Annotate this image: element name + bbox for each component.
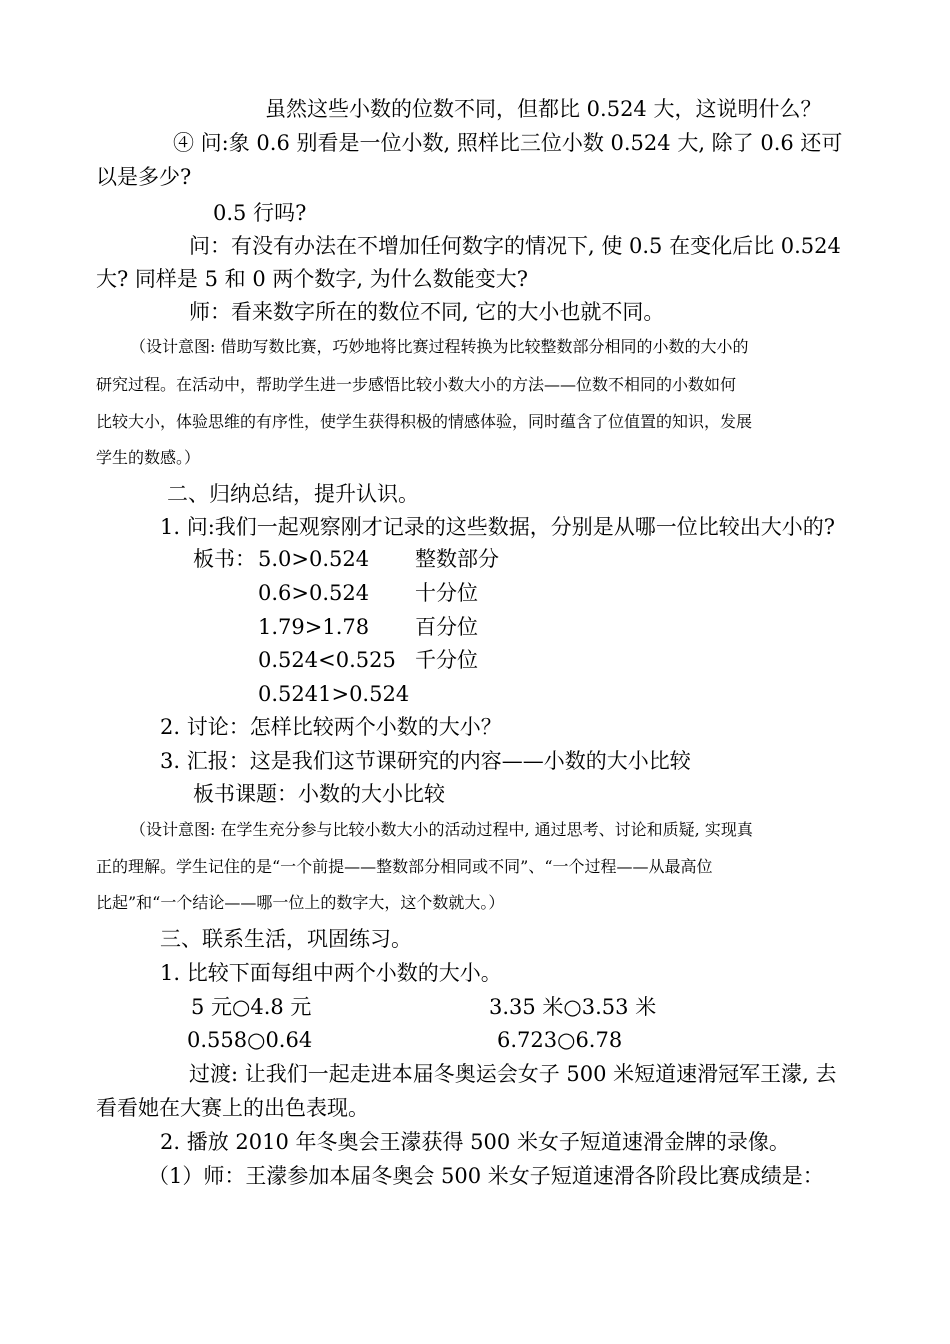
- board-expression: 0.524<0.525: [258, 648, 396, 672]
- text-line: 虽然这些小数的位数不同，但都比 0.524 大，这说明什么？: [265, 97, 822, 121]
- design-note-line: （设计意图: 借助写数比赛，巧妙地将比赛过程转换为比较整数部分相同的小数的大小的: [130, 337, 749, 356]
- text-line: 2. 播放 2010 年冬奥会王濛获得 500 米女子短道速滑金牌的录像。: [160, 1130, 790, 1154]
- text-line: 以是多少?: [96, 165, 192, 189]
- text-line: 3. 汇报：这是我们这节课研究的内容——小数的大小比较: [160, 749, 691, 773]
- text-line: ④ 问:象 0.6 别看是一位小数, 照样比三位小数 0.524 大, 除了 0.6 还可: [173, 131, 843, 155]
- text-line: 大? 同样是 5 和 0 两个数字, 为什么数能变大?: [96, 267, 528, 291]
- text-line: 0.5 行吗?: [213, 201, 307, 225]
- board-expression: 1.79>1.78: [258, 615, 370, 639]
- text-line: 过渡: 让我们一起走进本届冬奥运会女子 500 米短道速滑冠军王濛, 去: [189, 1062, 837, 1086]
- board-expression: 5.0>0.524: [258, 547, 370, 571]
- design-note-line: 正的理解。学生记住的是“一个前提——整数部分相同或不同”、“一个过程——从最高位: [96, 857, 713, 876]
- exercise-item: 3.35 米○3.53 米: [489, 995, 657, 1019]
- text-line: 2. 讨论：怎样比较两个小数的大小？: [160, 715, 502, 739]
- board-place: 千分位: [415, 648, 478, 672]
- exercise-item: 0.558○0.64: [187, 1028, 313, 1052]
- board-expression: 0.6>0.524: [258, 581, 370, 605]
- design-note-line: （设计意图: 在学生充分参与比较小数大小的活动过程中, 通过思考、讨论和质疑, 实现真: [130, 820, 753, 839]
- exercise-item: 5 元○4.8 元: [191, 995, 312, 1019]
- design-note-line: 比较大小，体验思维的有序性，使学生获得积极的情感体验，同时蕴含了位值置的知识，发展: [96, 412, 753, 431]
- board-label: 板书：: [193, 547, 256, 571]
- board-expression: 0.5241>0.524: [258, 682, 410, 706]
- text-line: 1. 比较下面每组中两个小数的大小。: [160, 961, 502, 985]
- text-line: 问：有没有办法在不增加任何数字的情况下, 使 0.5 在变化后比 0.524: [189, 234, 841, 258]
- text-line: 师：看来数字所在的数位不同, 它的大小也就不同。: [189, 300, 665, 324]
- board-place: 百分位: [415, 615, 478, 639]
- text-line: 1. 问:我们一起观察刚才记录的这些数据，分别是从哪一位比较出大小的?: [160, 515, 836, 539]
- text-line: 看看她在大赛上的出色表现。: [96, 1096, 369, 1120]
- text-line: （1）师：王濛参加本届冬奥会 500 米女子短道速滑各阶段比赛成绩是：: [148, 1164, 824, 1188]
- section-heading: 三、联系生活，巩固练习。: [160, 927, 412, 951]
- exercise-item: 6.723○6.78: [497, 1028, 623, 1052]
- design-note-line: 研究过程。在活动中，帮助学生进一步感悟比较小数大小的方法——位数不相同的小数如何: [96, 375, 737, 394]
- board-place: 整数部分: [415, 547, 499, 571]
- board-title: 板书课题：小数的大小比较: [193, 782, 445, 806]
- design-note-line: 比起”和“一个结论——哪一位上的数字大，这个数就大。）: [96, 893, 505, 912]
- section-heading: 二、归纳总结，提升认识。: [167, 482, 419, 506]
- board-place: 十分位: [415, 581, 478, 605]
- design-note-line: 学生的数感。）: [96, 448, 201, 467]
